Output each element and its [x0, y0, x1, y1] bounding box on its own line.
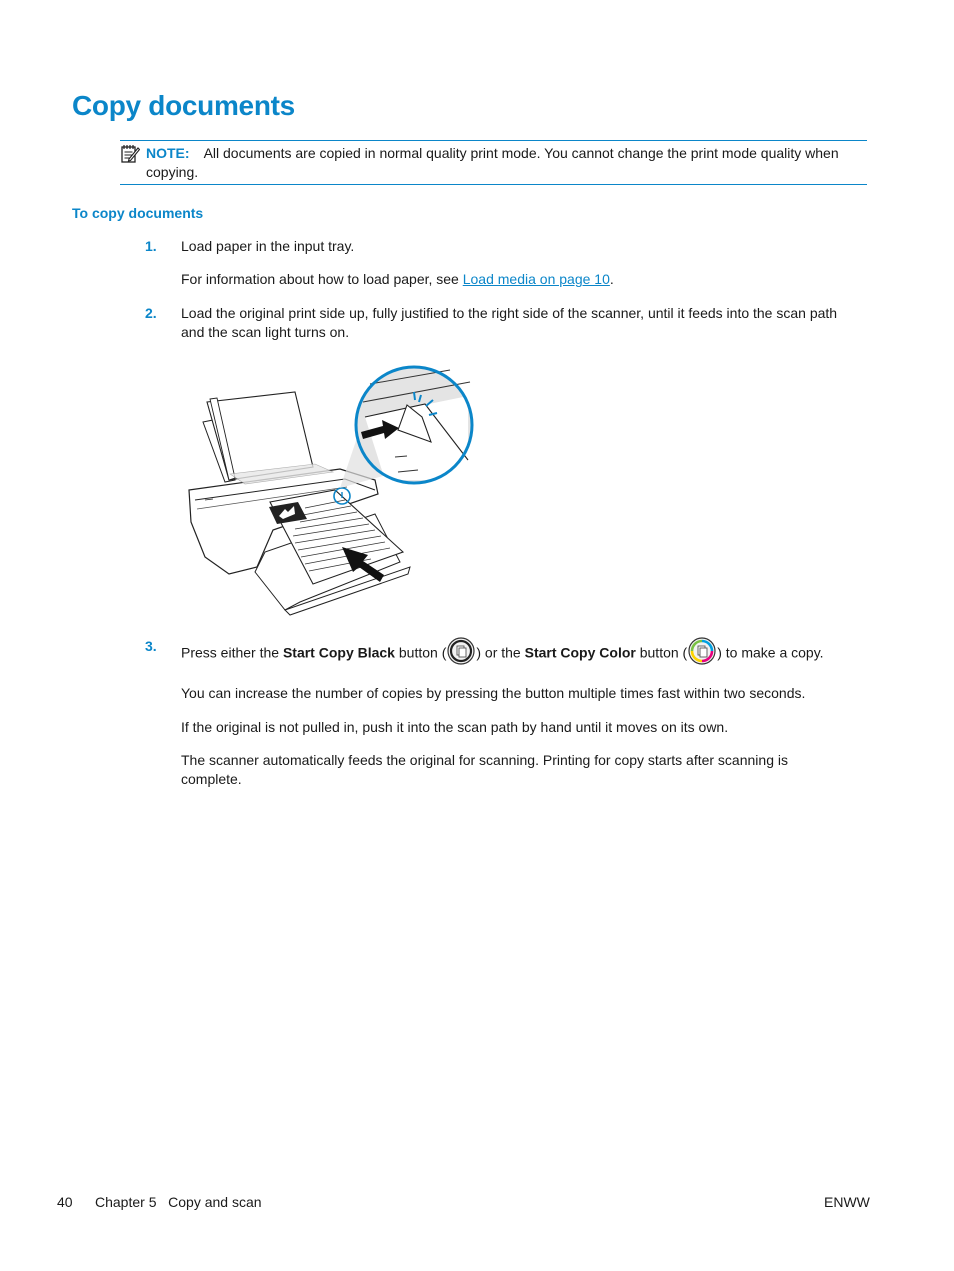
step-2-number: 2. — [145, 305, 157, 321]
step-3-text-d: button ( — [635, 644, 688, 661]
step-3-extra-2: If the original is not pulled in, push it into the scan path by hand until it moves on its own. — [181, 719, 729, 735]
note-icon — [120, 143, 140, 163]
step-3-text-b: button ( — [394, 644, 447, 661]
footer-chapter: Chapter 5 Copy and scan — [95, 1194, 262, 1210]
step-3-extra-3: The scanner automatically feeds the original for scanning. Printing for copy starts after scanning is complete. — [181, 752, 788, 787]
scan-light-callout — [356, 367, 472, 483]
step-3-extra-1: You can increase the number of copies by pressing the button multiple times fast within two seconds. — [181, 685, 806, 701]
footer-page-number: 40 — [57, 1194, 73, 1210]
printer-scanner-illustration — [185, 362, 477, 617]
start-copy-color-icon — [688, 637, 716, 665]
note-label: NOTE: — [146, 145, 190, 161]
load-media-link[interactable]: Load media on page 10 — [462, 271, 610, 287]
step-3-text — [181, 643, 861, 665]
step-3-text-c: ) or the — [476, 644, 525, 661]
step-1-info — [181, 270, 861, 289]
step-1-info-prefix: For information about how to load paper, see — [181, 271, 463, 287]
start-copy-black-label: Start Copy Black — [282, 644, 395, 661]
step-3-number: 3. — [145, 638, 157, 654]
footer-code: ENWW — [824, 1194, 870, 1210]
step-3-text-a: Press either the — [181, 644, 283, 661]
step-1-number: 1. — [145, 238, 157, 254]
procedure-heading: To copy documents — [72, 205, 204, 221]
step-3-text-e: ) to make a copy. — [717, 644, 824, 661]
note-text — [146, 144, 856, 182]
step-1-text: Load paper in the input tray. — [181, 238, 355, 254]
start-copy-color-label: Start Copy Color — [524, 644, 636, 661]
note-box — [120, 140, 867, 185]
start-copy-black-icon — [447, 637, 475, 665]
page-title: Copy documents — [72, 90, 295, 121]
step-2-text: Load the original print side up, fully justified to the right side of the scanner, until it feeds into the scan path and the scan light turns on. — [181, 305, 838, 340]
note-body: All documents are copied in normal quality print mode. You cannot change the print mode quality when copying. — [146, 145, 839, 180]
step-1-info-suffix: . — [609, 271, 614, 287]
